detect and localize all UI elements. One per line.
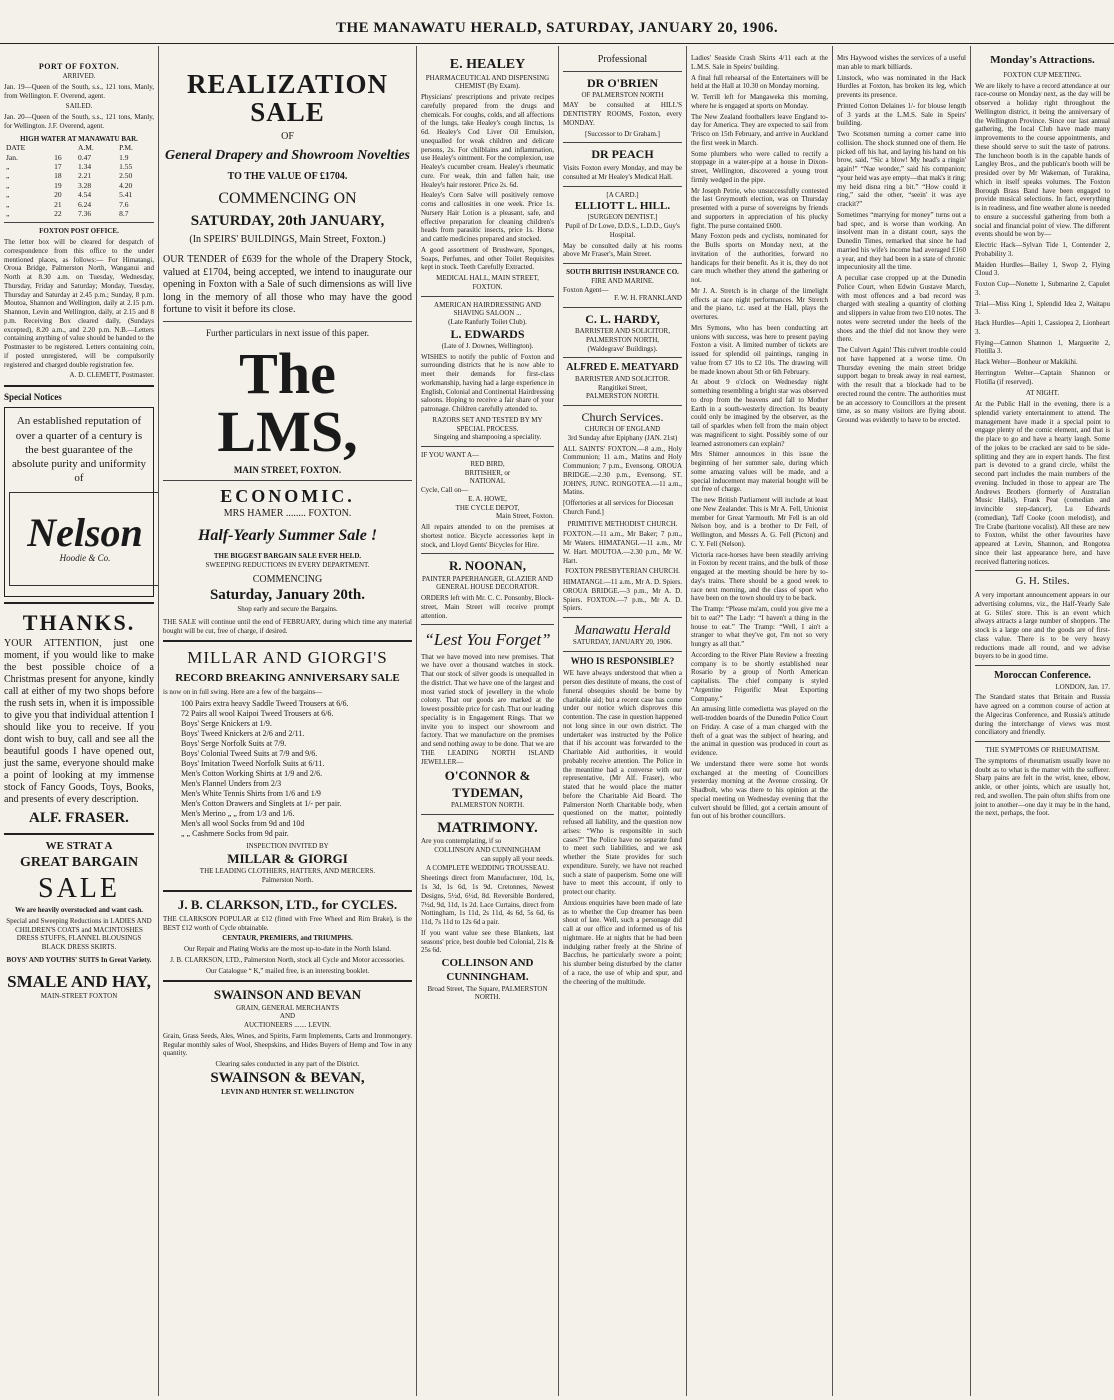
meteor-text: At about 9 o'clock on Wednesday night something resembling a bright star was observed to drop from the heavens and fall to Mother Earth in a south-westerly direction. Its beauty could only be imagined by the observer, as the tail of sparkles when fell from the main object was magnificent to sight. Possibly some of our learned astronomers can explain? [691,378,828,448]
night-text: At the Public Hall in the evening, there is a splendid variety entertainment to attend. The management have made it a special point to engage plenty of the comic element, and that is the place to go and have a hearty laugh. Some of the jokes to be cracked are said to be side-splitting and they are in expert hands. The first part is devoted to a grand circle, whilst the second part includes the main numbers of the evening. Included in those to appear are The Andrews Brothers (formerly of Australian Music Halls), Frank Peat (comedian and invincible step-dancer), Lu Edwards (comedian), Taff Cooke (coon melodist), and Tre Crabe (baritone vocalist). All these are new to Foxton, whilst the other favourites have appeared at Levin, Shannon, and Rongotea since their last appearance here, and have received flattering notices. [975,400,1110,566]
symons-text: Mrs Symons, who has been conducting art unions with success, was here to present paying Foxton a visit. A limited number of tickets are issued for splendid oil paintings, ranging in value from £7 10s to £2 10s. The drawing will be made known about 5th or 6th February. [691,323,828,376]
noonan-heading: R. NOONAN, [449,558,526,574]
at-night-heading: AT NIGHT. [1025,389,1060,398]
race-tip: Maiden Hurdles—Bailey 1, Swop 2, Flying Cloud 3. [975,260,1110,278]
value-text: TO THE VALUE OF £1704. [227,170,348,182]
trousseau-text: A COMPLETE WEDDING TROUSSEAU. [425,863,550,872]
mrs-hamer: MRS HAMER ........ FOXTON. [223,507,352,519]
tide-cell: 7.36 [77,208,92,218]
if-you-want: IF YOU WANT A— [421,451,480,459]
inspection-text: INSPECTION INVITED BY [246,842,329,851]
meatyard-palmerston: PALMERSTON NORTH. [585,392,660,401]
stiles-text: A very important announcement appears in our advertising columns, viz., the Half-Yearly Sale at G. Stiles' store. This is an event which always attracts a large number of shoppers. The stock is a large one and the goods are of first-class value. There is to be very heavy reductions made all round, and we advise buyers to be in good time. [975,591,1110,661]
london-dateline: LONDON, Jan. 17. [1055,682,1110,691]
ranfurly-text: (Late Ranfurly Toilet Club). [448,318,527,326]
tide-cell: „ [6,180,10,190]
sailed-label: SAILED. [65,102,93,111]
catalogue-text: Our Catalogue “ K,” mailed free, is an interesting booklet. [205,966,370,975]
tide-header-row [4,143,154,152]
moroccan-heading: Moroccan Conference. [994,670,1091,681]
rehearsal-text: A final full rehearsal of the Entertainers will be held at the Hall at 10.30 on Monday morning. [691,73,828,91]
marrying-text: Sometimes “marrying for money” turns out a bad spec, and is worse than working. An insolvent man in a distant court, says the Dunedin Times, remarked that since he had married his wife's income had averaged £160 a year, and they had been in a state of chronic impecuniosity all the time. [837,210,966,272]
nelson-logo-text: Nelson [27,510,143,556]
boys-suits-text: BOYS' AND YOUTHS' SUITS In Great Variety. [6,955,152,964]
tide-cell: 1.55 [119,162,133,171]
tide-cell: 20 [54,190,62,200]
post-office-title: FOXTON POST OFFICE. [39,227,119,236]
great-bargain: GREAT BARGAIN [19,854,139,870]
parliament-text: The new British Parliament will include at least one New Zealander. This is Mr A. Fell, Unionist member for Great Yarmouth. Mr Fell is an old Nelson boy, and is a brother to Dr Fell, of Wellington, and Messrs A. G. Fell (Picton) and C. Y. Fell (Nelson). [691,496,828,548]
hardy-heading: C. L. HARDY, [585,312,660,326]
razors-text: RAZORS SET AND TESTED BY MY SPECIAL PROCESS. [432,415,543,433]
and-text: AND [279,1012,296,1021]
obrien-text: MAY be consulted at HILL'S DENTISTRY ROOMS, Foxton, every MONDAY. [563,101,682,127]
of-text: OF [281,130,294,142]
footballers-text: The New Zealand footballers leave England to-day for America. They are expected to sail from 'Frisco on 15th February, and arrive in Auckland the first week in March. [691,112,828,147]
arrived-text: Jan. 19—Queen of the South, s.s., 121 tons, Manly, from Wellington. F. Overend, agent. [4,82,154,100]
list-item: Men's White Tennis Shirts from 1/6 and 1/9 [181,789,321,799]
church-text: ALL SAINTS' FOXTON.—8 a.m., Holy Communion; 11 a.m., Matins and Holy Communion; 7 p.m., Evensong. OROUA BRIDGE.—2.30 p.m., Evensong. ST. JOHN'S, JUNC. RONGOTEA.—11 a.m., Matins. [563,444,682,497]
tide-cell: „ [6,208,10,218]
lest-heading: “Lest You Forget” [424,630,551,650]
shop-early: Shop early and secure the Bargains. [237,605,338,614]
edwards-heading: L. EDWARDS [450,326,525,341]
masthead: THE MANAWATU HERALD, SATURDAY, JANUARY 20, 1906. [0,0,1114,44]
main-street: Main Street, Foxton. [496,512,554,521]
list-item: Men's Cotton Drawers and Singlets at 1/- per pair. [181,799,342,809]
herald-nameplate: Manawatu Herald [574,622,671,637]
repairs-text: All repairs attended to on the premises at shortest notice. Bicycle accessories kept in stock, and Lloyd Gents' Bicycles for Hire. [421,523,554,549]
tide-cell: 16 [54,152,62,162]
lms-logo: The LMS, [217,341,358,465]
tide-cell: 4.54 [77,190,92,200]
list-item: 72 Pairs all wool Kaipoi Tweed Trousers at 6/6. [181,709,334,719]
race-tip: Foxton Cup—Nonette 1, Submarine 2, Capulet 3. [975,280,1110,297]
presbyterian-heading: FOXTON PRESBYTERIAN CHURCH. [565,567,680,576]
edwards-text: WISHES to notify the public of Foxton and surrounding districts that he is now able to meet their demands for first-class workmanship, having had a large experience in English, Colonial and Continental Hairdressing saloons. Hoping to receive a fair share of your patronage. Children carefully attended to. [421,352,554,413]
blankets-text: If you want value see these Blankets, last seasons' price, best double bed Colonial, 21s & 25s 6d. [421,928,554,955]
broad-street: Broad Street, The Square, PALMERSTON NORTH. [427,984,548,1002]
rheumatism-text: The symptoms of rheumatism usually leave no doubt as to what is the matter with the sufferer. Sharp pains are felt in the wrist, knee, elbow, ankle, or other joints, which are usually hot, red, and swollen. The pain often shifts from one joint to another—one day it may be in the hand, the next, perhaps, the foot. [975,756,1110,818]
tide-row [4,181,154,190]
column-5 [687,48,832,1394]
column-4 [559,48,686,1394]
plumbers-text: Some plumbers who were called to rectify a stoppage in a water-pipe at a house in Dixon-street, Wellington, discovered a young trout firmly wedged in the pipe. [691,149,828,184]
rheumatism-heading: THE SYMPTOMS OF RHEUMATISM. [985,746,1100,754]
who-text: WE have always understood that when a person dies destitute of means, the cost of funeral obsequies should be borne by charitable aid; but a recent case has come under our notice which disproves this contention. The case in question happened not long since in our own district. The undertaker was instructed by the Police that if his account was forwarded to the Charitable Aid authorities, it would probably receive attention. The Police in the meantime had a converse with our representative, (Mr Alf. Fraser), who stated that he would place the matter before the Charitable Aid Board. The Palmerston North Charitable body, when questioned on the matter, pointedly refused all liability, and the question now arises: “Who is responsible in such cases?” The Police have no separate fund to meet such liabilities, and we ask whether the State provides for such expenditure. Surely, we have not reached such a state of pauperism. Some one will have to meet this account, if only to protect our charity. [563,669,682,896]
peach-text: Visits Foxton every Monday, and may be consulted at Mr Healey's Medical Hall. [563,164,682,181]
nelson-advert [4,407,154,596]
bike-red-bird: RED BIRD, [470,459,505,468]
special-sweeping-text: Special and Sweeping Reductions in LADIES AND CHILDREN'S COATS and MACINTOSHES DRESS STUFFS, FLANNEL BLOUSINGS BLACK DRESS SKIRTS. [6,916,152,952]
church-heading: Church Services. [581,410,664,424]
tide-cell: 3.28 [77,180,92,190]
pupil-text: Pupil of Dr Lowe, D.D.S., L.D.D., Guy's Hospital. [565,222,680,239]
cup-text: We are likely to have a record attendance at our race-course on Monday next, as the day will be observed a holiday right throughout the Wellington district, it being the anniversary of the Wellington Province. Since our last annual gathering, the local Club have made many improvements to the course appointments, and these should serve to suit the taste of patrons. The luncheon booth is in the capable hands of Langley Bros., and the publican's booth will be presided over by Mr Wakeman, of Turakina, which in itself speaks volumes. The Foxton Borough Brass Band have been engaged to provide musical selections. In fact, everything is in readiness, and fine weather alone is needed to ensure a successful gathering from both a social and financial point of view. The different events should be won by— [975,81,1110,239]
leading-text: THE LEADING CLOTHIERS, HATTERS, AND MERCERS. [199,867,376,876]
tide-header: DATE [6,143,26,153]
race-tips [975,241,1110,386]
tide-cell: 2.21 [77,171,92,181]
tide-row [4,209,154,218]
list-item: „ „ Cashmere Socks from 9d pair. [181,829,289,839]
obrien-of: OF PALMERSTON NORTH [581,90,664,99]
surgeon-text: [SURGEON DENTIST.] [587,213,658,222]
cycle-call: Cycle, Call on— [421,486,469,494]
stock-all-text: J. B. CLARKSON, LTD., Palmerston North, stock all Cycle and Motor accessories. [170,955,405,964]
rangitikei-text: Rangitikei Street, [598,383,647,392]
stiles-heading: G. H. Stiles. [1015,575,1070,588]
howe: E. A. HOWE, [468,494,507,503]
matrimony-heading: MATRIMONY. [437,819,538,836]
tide-cell: 8.7 [119,208,129,218]
list-item: Men's Flannel Unders from 2/3 [181,779,282,789]
herald-date: SATURDAY, JANUARY 20, 1906. [572,638,673,647]
column-3 [417,48,558,1394]
professional-heading: Professional [597,54,648,65]
tide-cell: 5.41 [119,190,133,200]
petrie-text: Mr Joseph Petrie, who unsuccessfully contested the last Greymouth election, was on Thursday presented with a purse of sovereigns by friends and supporters in appreciation of his plucky fight. The purse contained £600. [691,186,828,230]
tide-row [4,171,154,180]
american-heading: AMERICAN HAIRDRESSING AND SHAVING SALOON ... [434,300,541,318]
moroccan-text: The Standard states that Britain and Russia have agreed on a common course of action at the Algeciras Conference, and Russia's attitude during the interchange of views was most conciliatory and friendly. [975,693,1110,737]
smale-hay: SMALE AND HAY, [7,971,151,991]
oconnor-heading: O'CONNOR & TYDEMAN, [444,768,531,800]
tide-title: HIGH WATER AT MANAWATU BAR. [20,134,138,143]
further-text: Further particulars in next issue of this paper. [206,327,369,338]
healey-corn: Healey's Corn Salve will positively remove corns and callosities in one week. Price 1s. Nursery Hair Lotion is a pleasant, safe, and effective preparation for cleaning children's heads from parasitic insects, price 1s. Horse and cattle medicines prepared and stocked. [421,191,554,243]
tide-cell: Jan. [6,152,18,162]
tide-cell: „ [6,162,10,171]
centaur-text: CENTAUR, PREMIERS, and TRIUMPHS. [222,934,353,943]
frankland: F. W. H. FRANKLAND [614,294,682,303]
tide-cell: 4.20 [119,180,133,190]
fire-marine: FIRE AND MARINE. [591,276,654,285]
who-heading: WHO IS RESPONSIBLE? [570,656,675,666]
port-title: PORT OF FOXTON. [38,62,120,71]
sweeping-text: SWEEPING REDUCTIONS IN EVERY DEPARTMENT. [205,561,370,570]
elliott-heading: ELLIOTT L. HILL. [574,199,671,212]
stretch-text: Mr J. A. Stretch is in charge of the limelight effects at race night performances. Mr Stretch and the piano, t.c. used at the Hall, plays the overtures. [691,286,828,321]
list-item: Boys' Colonial Tweed Suits at 7/9 and 9/6. [181,749,318,759]
terrill-text: W. Terrill left for Mangaweka this morning, where he is engaged at sports on Monday. [691,93,828,110]
tide-header: A.M. [77,143,94,153]
now-on-text: is now on in full swing. Here are a few of the bargains— [163,688,323,697]
south-british-heading: SOUTH BRITISH INSURANCE CO. [566,268,679,276]
cup-meeting-heading: FOXTON CUP MEETING. [1003,70,1082,79]
scotsmen-text: Two Scotsmen turning a corner came into collision. The shock stunned one of them. He picked off his hat, and laying his hand on his brow, said, “Sic a blow! My head's a ringin' again!” “Nae wonder,” said his companion; “your heid was aye empty—that mak's it ring; my heid disna ring a bit.” “How could it ring,” said the other, “seein' it was aye crackit?” [837,130,966,208]
nelson-logo-sub: Hoodie & Co. [59,553,111,564]
anxious-text: Anxious enquiries have been made of late as to whether the Cup dreamer has been shout of late. Well, such a personage did call at our office and informed us of his nightmare. He at nights that he had been indulging rather freely at the Shrine of Bacchus, he particularly swore a point; his slumber being disturbed by the clatter of a race, the use of whip and spur, and the cheering of the multitude. [563,898,682,986]
column-6 [833,48,970,1394]
orders-text: ORDERS left with Mr. C. C. Ponsonby, Block-street, Main Street will receive prompt attention. [421,594,554,620]
obrien-successor: [Successor to Dr Graham.] [584,129,661,138]
tide-row [4,153,154,162]
sheeting-text: Sheetings direct from Manufacturer, 10d, 1s, 1s 3d, 1s 6d, 1s 9d. Cretonnes, Newest Designs, 5½d, 6½d, 8d. Reversible Bordered, 7½d, 9d, 11d, 1s 2d. Lace Curtains, direct from Nottingham, 1s 11d, 2s 11d, 4s 6d, 5s 6d, 6s 11d, 7s 11d to 12s 6d a pair. [421,874,554,926]
tender-text: OUR TENDER of £639 for the whole of the Drapery Stock, valued at £1704, being accepted, we intend to inaugurate our opening in Foxton with a Sale of such dimensions as will live long in the memory of all those who may have the good fortune to visit it before its close. [163,254,412,316]
tide-cell: 1.34 [77,162,92,171]
general-drapery: General Drapery and Showroom Novelties [165,148,410,164]
list-item: Men's all wool Socks from 9d and 10d [181,819,305,829]
haywood-text: Mrs Haywood wishes the services of a useful man able to mark billiards. [837,54,966,71]
post-office-text: The letter box will be cleared for despatch of correspondence from this office to the under mentioned places, as follows:— For Himatangi, Oroua Bridge, Palmerston North, Wanganui and North at 8.30 a.m. on Tuesday, Wednesday, Thursday, Friday and Saturday; Monday, Tuesday, Thursday and Saturday at 2.45 p.m.; Sunday, 8 p.m. Moutoa, Shannon and Wellington, daily at 2.15 p.m. Shannon, Levin and Wellington, daily, at 2.15 and 8 p.m. Receiving Box cleared daily, (Sundays excepted), 8.20 a.m., and 2.20 p.m. N.B.—Letters containing anything of value should be handed to the Postmaster to be registered. Letters containing coin, if posted unregistered, will be compulsorily registered and charged double registration fee. [4,238,154,369]
peach-heading: DR PEACH [591,147,654,162]
card-text: [A CARD.] [606,190,639,199]
nelson-logo [9,492,158,586]
foxton-agent: Foxton Agent— [563,285,609,294]
column-1 [0,48,158,1394]
alf-fraser: ALF. FRASER. [29,810,129,827]
saturday-date: SATURDAY, 20th JANUARY, [190,213,385,230]
clarkson-heading: J. B. CLARKSON, LTD., for CYCLES. [177,896,398,912]
consulted-text: May be consulted daily at his rooms above Mr Fraser's, Main Street. [563,241,682,259]
church-england: CHURCH OF ENGLAND [584,425,661,433]
tide-cell: 0.47 [77,152,92,162]
race-tip: Electric Hack—Sylvan Tide 1, Contender 2, Probability 3. [975,241,1110,258]
monday-attractions-heading: Monday's Attractions. [990,54,1095,66]
supply-text: can supply all your needs. [481,854,554,863]
list-item: Boys' Serge Knickers at 1/9. [181,719,272,729]
collinson-heading: COLLINSON AND CUNNINGHAM. [441,957,534,983]
tide-cell: 17 [54,162,62,171]
commencing-on: COMMENCING ON [218,190,357,208]
presbyterian-text: HIMATANGI.—11 a.m., Mr A. D. Spiers. OROUA BRIDGE.—3 p.m., Mr A. D. Spiers. FOXTON.—7 p.m., Mr A. D. Spiers. [563,578,682,613]
delaines-text: Printed Cotton Delaines 1/- for blouse length of 3 yards at the L.M.S. Sale in Speirs' building. [837,101,966,128]
race-tip: Herrington Welter—Captain Shannon or Flotilla (if reserved). [975,368,1110,386]
sailed-text: Jan. 20—Queen of the South, s.s., 121 tons, Manly, for Wellington. J.F. Overend, agent. [4,113,154,130]
tide-cell: 1.9 [119,152,129,162]
arrived-label: ARRIVED. [62,72,96,80]
tramp-text: The Tramp: “Please ma'am, could you give me a bit to eat?” The Lady: “I haven't a thing in the house to eat.” The Tramp: “Well, I ain't a stranger to what they've got, I'm not so very hungry as all that.” [691,605,828,648]
obrien-heading: DR O'BRIEN [586,75,658,90]
shimer-text: Mrs Shimer announces in this issue the beginning of her summer sale, during which some amazing values will be made, and a special inducement may material bought will be cut free of charge. [691,450,828,494]
list-item: Men's Cotton Working Shirts at 1/9 and 2/6. [181,769,323,779]
thanks-heading: THANKS. [22,609,136,635]
meatyard-title: BARRISTER AND SOLICITOR. [575,374,670,383]
linstock-text: Linstock, who was nominated in the Hack Hurdles at Foxton, has broken its leg, which prevents its presence. [837,73,966,99]
race-tip: Trial—Miss King 1, Splendid Idea 2, Waitapu 3. [975,299,1110,317]
primitive-text: FOXTON.—11 a.m., Mr Baker; 7 p.m., Mr Waters. HIMATANGI.—11 a.m., Mr W. Hart. MOUTOA.—2.30 p.m., Mr W. Hart. [563,530,682,565]
epiphany-text: 3rd Sunday after Epiphany (JAN. 21st) [567,433,678,442]
bike-britisher: BRITISHER, or [464,468,511,477]
levin-text: LEVIN AND HUNTER ST. WELLINGTON [221,1087,354,1096]
swainson-heading: SWAINSON AND BEVAN [213,987,362,1003]
palmerston-text: Palmerston North. [261,875,314,884]
list-item: Men's Merino „ „ from 1/3 and 1/6. [181,809,295,819]
lest-text: That we have moved into new premises. That we have over a thousand watches in stock. That our stock of silver goods is unequalled in the district. That we have one of the largest and most varied stock of jewellery in the whole colony. That our goods are marked at the lowest possible price for cash. That our leading speciality is in Engagement Rings. That we invite you to inspect our showroom and factory. That we manufacture on the premises and send nothing away to be done. That we are THE LEADING NORTH ISLAND JEWELLER— [421,652,554,766]
tide-cell: „ [6,171,10,181]
edwards-late: (Late of J. Downes, Wellington). [441,341,534,350]
repair-text: Our Repair and Plating Works are the most up-to-date in the North Island. [183,945,392,954]
cyclists-text: Many Foxton peds and cyclists, nominated for the Bulls sports on Monday next, at the invitation of the authorities, forward no handicaps for their benefit. As it is, they do not care much whether they attend the gathering or not. [691,232,828,284]
swainson-bevan: SWAINSON & BEVAN, [210,1069,365,1086]
auction-text: Grain, Grass Seeds, Ales, Wines, and Spirits, Farm Implements, Carts and Ironmongery. Regular monthly sales of Wool, Sheepskins, and Hides Buyers of Hemp and Tow in any quantity. [163,1031,412,1058]
tide-cell: 2.50 [119,171,133,181]
smale-address: MAIN-STREET FOXTON [40,991,118,1000]
tide-table [4,143,154,218]
tide-cell: „ [6,199,10,209]
thanks-text: YOUR ATTENTION, just one moment, if you would like to make the best possible choice of a Christmas present for anyone, kindly call at either of my two shops before the rush sets in, when it is impossible to give you that individual attention I should like you to receive. If you dont wish to buy, call and see all the beautiful goods I have opened out, just the same, everyone should make a point of looking at my immense stock of Fancy Goods, Toys, Books, and presents of every description. [4,638,154,806]
postmaster: A. D. CLEMETT, Postmaster. [69,371,154,380]
list-item: 100 Pairs extra heavy Saddle Tweed Trousers at 6/6. [181,699,349,709]
half-yearly-heading: Half-Yearly Summer Sale ! [197,527,378,545]
tide-row [4,200,154,209]
clearing-text: Clearing sales conducted in any part of the District. [215,1060,360,1069]
millar-giorgi: MILLAR & GIORGI [227,850,348,866]
ladies-text: Ladies' Seaside Crash Skirts 4/11 each at the L.M.S. Sale in Speirs' building. [691,54,828,71]
race-tip: Hack Welter—Bonheur or Makikihi. [975,358,1078,366]
pharma-text: PHARMACEUTICAL AND DISPENSING CHEMIST (By Exam). [425,73,550,91]
barrister-text: BARRISTER AND SOLICITOR, [575,327,670,335]
commencing2: COMMENCING [252,573,323,585]
lms-address: MAIN STREET, FOXTON. [233,465,342,476]
waldegrave-text: (Waldegrave' Buildings). [587,344,658,353]
singeing-text: Singeing and shampooing a speciality. [433,433,542,442]
tide-row [4,190,154,199]
tide-header [52,143,76,152]
culvert-text: The Culvert Again! This culvert trouble could not have happened at a worse time. On Thursday evening the main street bridge support began to break away in real earnest, with the result that a blockade had to be erected round the centre. The authorities must be an accessory to Councillors at the present time, as so many visitors are flying about. Ground was evidently to have to be erected. [837,346,966,424]
oconnor-palmerston: PALMERSTON NORTH. [450,800,525,809]
race-tip: Hack Hurdles—Apiti 1, Cassiopea 2, Lionheart 3. [975,319,1110,336]
grain-text: GRAIN, GENERAL MERCHANTS [236,1003,339,1012]
speirs-text: (In SPEIRS' BUILDINGS, Main Street, Foxton.) [189,233,386,245]
healey-heading: E. HEALEY [449,57,526,72]
we-strat: WE STRAT A [45,839,113,852]
understand-text: We understand there were some hot words exchanged at the meeting of Councillors yesterday morning at the Avenue crossing. Or Shadbolt, who was there to his opinion at the special meeting on Wednesday evening that the culvert should be filled, got a certain amount of fun out of his brother councillors. [691,759,828,821]
pharma-body: Physicians' prescriptions and private recipes carefully prepared from the drugs and chemicals. For coughs, colds, and all affections of the lungs, take Healey's cough linctus, 1s 6d. Healey's Cod Liver Oil Emulsion, unequalled for weak children and delicate persons, 2s. For chilblains and inflammation, use Healey's ointment. For the complexion, use Healey's cucumber cream. Healey's rheumatic cure. For weak, thin and fallen hair, use Healey's hair restorer. Price 2s. 6d. [421,93,554,189]
painter-text: PAINTER PAPERHANGER, GLAZIER AND GENERAL HOUSE DECORATOR. [422,574,553,592]
tide-row [4,162,154,171]
nelson-text: An established reputation of over a quarter of a century is the best guarantee of the absolute purity and uniformity of [11,415,147,485]
race-tip: Flying—Cannon Shannon 1, Marguerite 2, Flotilla 3. [975,338,1110,356]
tide-cell: 7.6 [119,199,129,209]
tide-header: P.M. [119,143,133,153]
offertory-text: [Offertories at all services for Diocesan Church Fund.] [563,499,674,516]
contemplating-text: Are you contemplating, if so [421,837,502,846]
medical-hall: MEDICAL HALL, MAIN STREET, FOXTON. [436,274,539,291]
special-notices-heading: Special Notices [4,392,62,402]
hardy-palmerston: PALMERSTON NORTH, [585,335,660,344]
sale-continue: THE SALE will continue until the end of FEBRUARY, during which time any material bought will be cut, free of charge, if desired. [163,617,412,635]
biggest-text: THE BIGGEST BARGAIN SALE EVER HELD. [213,552,362,561]
victoria-text: Victoria race-horses have been steadily arriving in Foxton by recent trains, and the bulk of those engaged at the meeting should be here by to-day's trains. There should be a good week to race next morning, and the class of sport who have been on the town should try to be back. [691,550,828,603]
column-2 [159,48,416,1394]
dunedin-text: A peculiar case cropped up at the Dunedin Police Court, when Edwin Gustave March, with most offences and a bad record was charged with stealing a quantity of clothing and slippers in value from two £10 notes. The notes were secreted under the heels of the shoes and the thief did not know they were there. [837,274,966,344]
sale-heading: SALE [38,873,120,905]
plate-text: According to the River Plate Review a freezing company is to be shortly established near Rosario by a group of North American capitalists. The chief company is styled “Argentine Frigorific Meat Exporting Company.” [691,650,828,703]
clarkson-text: THE CLARKSON POPULAR at £12 (fitted with Free Wheel and Rim Brake), is the BEST £12 worth of Cycle obtainable. [163,914,412,932]
amusing-text: An amusing little comedietta was played on the well-trodden boards of the Dunedin Police Court on Friday. A case of a man charged with the theft of a goat was the subject of hearing, and the animal in question was produced in court as evidence. [691,705,828,757]
tide-cell: „ [6,190,10,200]
record-heading: RECORD BREAKING ANNIVERSARY SALE [175,671,400,684]
tide-cell: 18 [54,171,62,181]
meatyard-heading: ALFRED E. MEATYARD [566,362,679,374]
list-item: Boys' Serge Norfolk Suits at 7/9. [181,739,287,749]
auctioneers-text: AUCTIONEERS ....... LEVIN. [243,1021,332,1030]
collinson-text: COLLINSON AND CUNNINGHAM [434,846,541,854]
list-item: Boys' Tweed Knickers at 2/6 and 2/11. [181,729,305,739]
column-7 [971,48,1114,1394]
tide-cell: 21 [54,199,62,209]
list-item: Boys' Imitation Tweed Norfolk Suits at 6/11. [181,759,325,769]
bike-national: NATIONAL [469,477,506,486]
brushware-text: A good assortment of Brushware, Sponges, Soaps, Perfumes, and other Toilet Requisites kept in stock. Teeth Carefully Extracted. [421,245,554,272]
millar-heading: MILLAR AND GIORGI'S [187,648,388,668]
cycle-depot: THE CYCLE DEPOT, [455,503,520,512]
tide-cell: 6.24 [77,199,92,209]
realization-sale-heading: REALIZATION SALE [186,69,389,128]
saturday-jan: Saturday, January 20th. [209,587,366,604]
overstocked-text: We are heavily overstocked and want cash. [14,906,143,915]
tide-cell: 22 [54,208,62,218]
bargain-list [181,699,412,839]
primitive-heading: PRIMITIVE METHODIST CHURCH. [567,519,678,528]
tide-cell: 19 [54,180,62,190]
economic-heading: ECONOMIC. [220,486,355,507]
